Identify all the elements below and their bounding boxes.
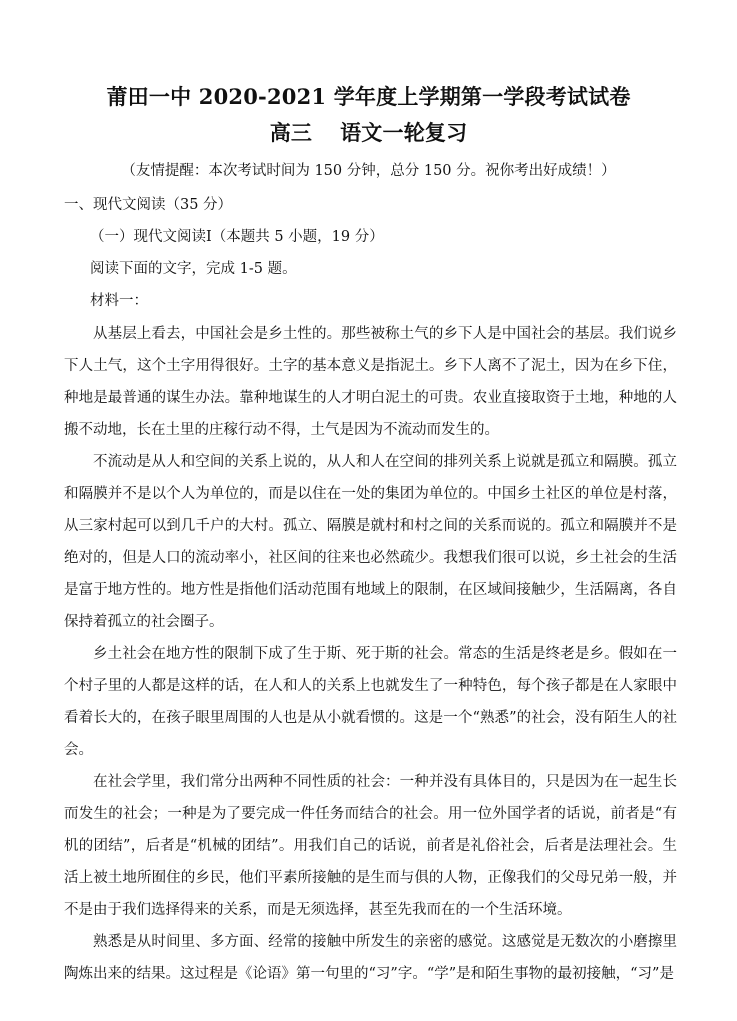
grade-label: 高三	[269, 120, 313, 145]
paragraph: 从基层上看去，中国社会是乡土性的。那些被称土气的乡下人是中国社会的基层。我们说乡下人土气，这个土字用得很好。土字的基本意义是指泥土。乡下人离不了泥土，因为在乡下住，种地是最普通的谋生办法。靠种地谋生的人才明白泥土的可贵。农业直接取资于土地，种地的人搬不动地，长在土里的庄稼行动不得，土气是因为不流动而发生的。	[64, 326, 677, 438]
exam-subtitle	[0, 120, 737, 146]
paragraph: 熟悉是从时间里、多方面、经常的接触中所发生的亲密的感觉。这感觉是无数次的小磨擦里陶炼出来的结果。这过程是《论语》第一句里的“习”字。“学”是和陌生事物的最初接触，“习”是	[64, 934, 677, 982]
paragraph: 在社会学里，我们常分出两种不同性质的社会：一种并没有具体目的，只是因为在一起生长而发生的社会；一种是为了要完成一件任务而结合的社会。用一位外国学者的话说，前者是“有机的团结”，后者是“机械的团结”。用我们自己的话说，前者是礼俗社会，后者是法理社会。生活上被土地所囿住的乡民，他们平素所接触的是生而与俱的人物，正像我们的父母兄弟一般，并不是由于我们选择得来的关系，而是无须选择，甚至先我而在的一个生活环境。	[64, 774, 677, 918]
exam-notice: （友情提醒：本次考试时间为 150 分钟，总分 150 分。祝你考出好成绩！）	[121, 163, 616, 179]
paragraph: 乡土社会在地方性的限制下成了生于斯、死于斯的社会。常态的生活是终老是乡。假如在一个村子里的人都是这样的话，在人和人的关系上也就发生了一种特色，每个孩子都是在人家眼中看着长大的，在孩子眼里周围的人也是从小就看惯的。这是一个“熟悉”的社会，没有陌生人的社会。	[64, 646, 677, 758]
reading-instruction: 阅读下面的文字，完成 1-5 题。	[90, 261, 297, 277]
subject-label: 语文一轮复习	[340, 120, 468, 145]
section-heading: 一、现代文阅读（35 分）	[64, 197, 233, 213]
reading-passage	[64, 318, 677, 990]
material-label: 材料一：	[90, 293, 148, 309]
subsection-heading: （一）现代文阅读Ⅰ（本题共 5 小题，19 分）	[90, 229, 384, 245]
exam-title: 莆田一中 2020-2021 学年度上学期第一学段考试试卷	[106, 84, 631, 109]
paragraph: 不流动是从人和空间的关系上说的，从人和人在空间的排列关系上说就是孤立和隔膜。孤立和隔膜并不是以个人为单位的，而是以住在一处的集团为单位的。中国乡土社区的单位是村落，从三家村起可以到几千户的大村。孤立、隔膜是就村和村之间的关系而说的。孤立和隔膜并不是绝对的，但是人口的流动率小，社区间的往来也必然疏少。我想我们很可以说，乡土社会的生活是富于地方性的。地方性是指他们活动范围有地域上的限制，在区域间接触少，生活隔离，各自保持着孤立的社会圈子。	[64, 454, 677, 630]
